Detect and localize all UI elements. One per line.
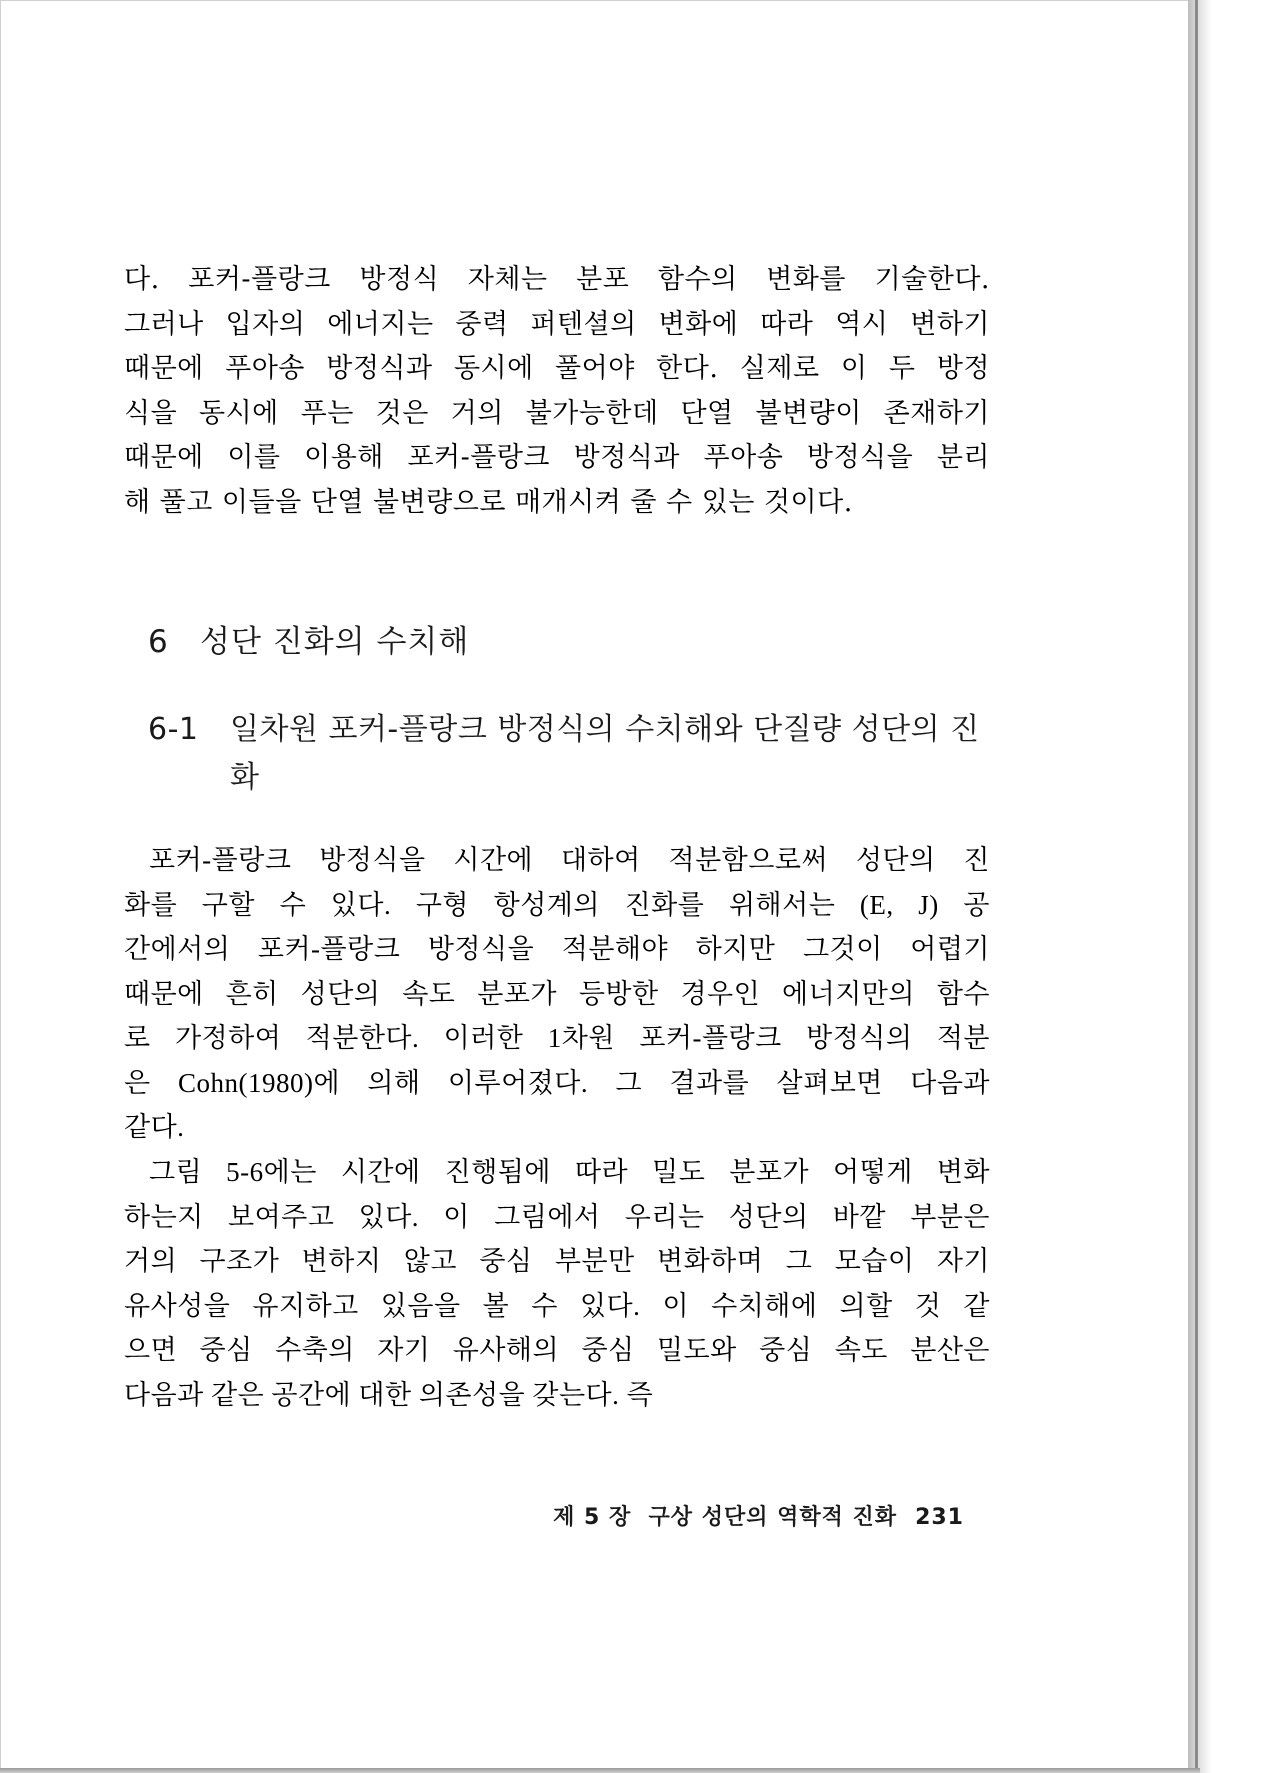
page-edge-shadow (1188, 0, 1212, 1773)
footer-chapter-title: 제 5 장 구상 성단의 역학적 진화 (553, 1505, 898, 1530)
paragraph-3-line: 하는지 보여주고 있다. 이 그림에서 우리는 성단의 바깥 부분은 (124, 1201, 990, 1232)
paragraph-2-line: 화를 구할 수 있다. 구형 항성계의 진화를 위해서는 (E, J) 공 (124, 889, 990, 920)
paragraph-1-line: 때문에 이를 이용해 포커-플랑크 방정식과 푸아송 방정식을 분리 (124, 442, 990, 473)
page-number: 231 (915, 1505, 964, 1530)
paragraph-3-line: 거의 구조가 변하지 않고 중심 부분만 변화하며 그 모습이 자기 (124, 1246, 990, 1276)
page-bottom-shadow (0, 1768, 1200, 1773)
paragraph-2-line: 간에서의 포커-플랑크 방정식을 적분해야 하지만 그것이 어렵기 (124, 934, 990, 964)
paragraph-2-line: 같다. (124, 1112, 185, 1142)
section-title: 성단 진화의 수치해 (200, 624, 470, 660)
paragraph-2-line: 포커-플랑크 방정식을 시간에 대하여 적분함으로써 성단의 진 (149, 845, 990, 875)
paragraph-3 (124, 1150, 990, 1417)
subsection-title: 일차원 포커-플랑크 방정식의 수치해와 단질량 성단의 진화 (230, 712, 980, 795)
paragraph-2-line: 은 Cohn(1980)에 의해 이루어졌다. 그 결과를 살펴보면 다음과 (124, 1067, 990, 1098)
paragraph-1-line: 때문에 푸아송 방정식과 동시에 풀어야 한다. 실제로 이 두 방정 (124, 353, 990, 384)
page-footer (524, 1500, 964, 1531)
paragraph-1-line: 그러나 입자의 에너지는 중력 퍼텐셜의 변화에 따라 역시 변하기 (124, 308, 990, 340)
page-edge-line (1195, 0, 1198, 1773)
paragraph-2 (124, 838, 990, 1150)
paragraph-2-line: 로 가정하여 적분한다. 이러한 1차원 포커-플랑크 방정식의 적분 (124, 1023, 990, 1053)
paragraph-3-line: 그림 5-6에는 시간에 진행됨에 따라 밀도 분포가 어떻게 변화 (149, 1157, 990, 1187)
paragraph-3-line: 으면 중심 수축의 자기 유사해의 중심 밀도와 중심 속도 분산은 (124, 1335, 990, 1365)
paragraph-2-line: 때문에 흔히 성단의 속도 분포가 등방한 경우인 에너지만의 함수 (124, 978, 990, 1009)
section-heading (148, 616, 469, 661)
subsection-number: 6-1 (148, 712, 199, 747)
paragraph-3-line: 다음과 같은 공간에 대한 의존성을 갖는다. 즉 (124, 1379, 654, 1410)
paragraph-1 (124, 258, 990, 525)
paragraph-1-line: 다. 포커-플랑크 방정식 자체는 분포 함수의 변화를 기술한다. (124, 264, 990, 295)
paragraph-1-line: 해 풀고 이들을 단열 불변량으로 매개시켜 줄 수 있는 것이다. (124, 486, 853, 518)
paragraph-1-line: 식을 동시에 푸는 것은 거의 불가능한데 단열 불변량이 존재하기 (124, 397, 990, 429)
section-number: 6 (148, 624, 169, 660)
paragraph-3-line: 유사성을 유지하고 있음을 볼 수 있다. 이 수치해에 의할 것 같 (124, 1290, 990, 1321)
